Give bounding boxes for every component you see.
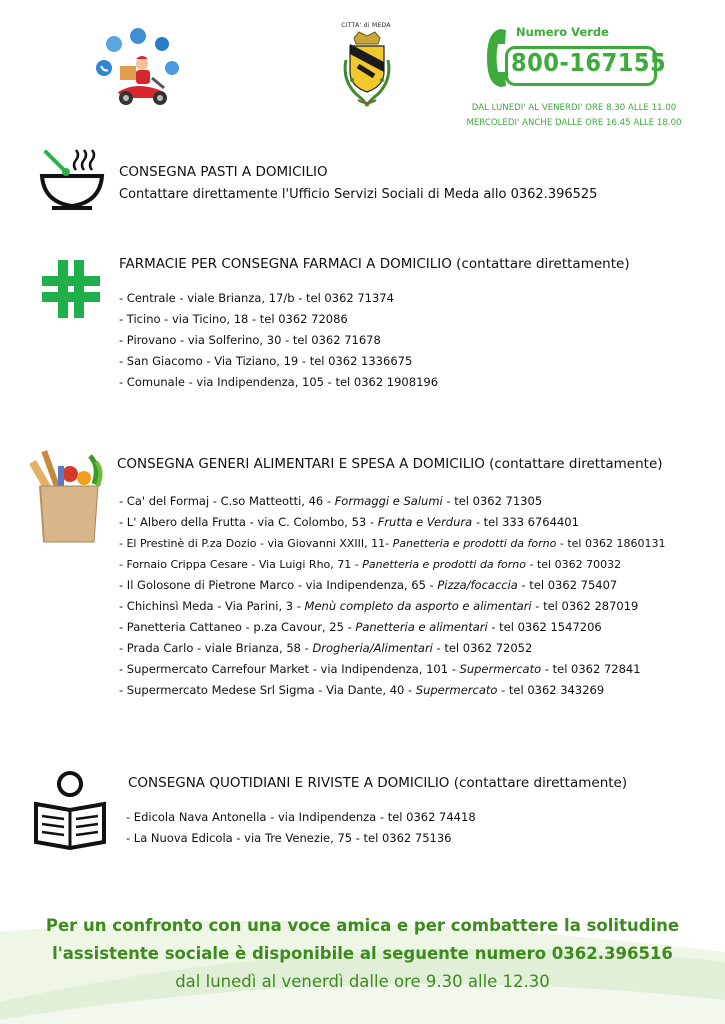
newspaper-reader-icon — [30, 770, 110, 850]
list-item: - Ticino - via Ticino, 18 - tel 0362 72086 — [119, 312, 348, 326]
pasti-subtitle: Contattare direttamente l'Ufficio Servizi Sociali di Meda allo 0362.396525 — [119, 187, 598, 202]
list-item: - Centrale - viale Brianza, 17/b - tel 0362 71374 — [119, 291, 394, 305]
alimentari-title: CONSEGNA GENERI ALIMENTARI E SPESA A DOMICILIO (contattare direttamente) — [117, 456, 663, 472]
footer-line: dal lunedì al venerdì dalle ore 9.30 alle 12.30 — [175, 972, 550, 991]
grocery-bag-icon — [30, 448, 108, 544]
service-bubble-icon — [130, 28, 146, 44]
quotidiani-title: CONSEGNA QUOTIDIANI E RIVISTE A DOMICILIO (contattare direttamente) — [128, 775, 628, 791]
list-item — [119, 491, 665, 512]
delivery-scooter-illustration — [92, 26, 188, 110]
shop-type: Drogheria/Alimentari — [312, 641, 433, 655]
meal-bowl-icon — [38, 146, 106, 212]
shop-type: Supermercato — [459, 662, 542, 676]
shop-info: - Supermercato Carrefour Market - via Indipendenza, 101 - — [119, 662, 460, 676]
shop-info: - Fornaio Crippa Cesare - Via Luigi Rho, 71 - — [119, 558, 363, 571]
list-item — [119, 554, 665, 575]
phone-bubble-icon — [96, 60, 112, 76]
hours-line: MERCOLEDI' ANCHE DALLE ORE 16.45 ALLE 18.00 — [466, 118, 682, 128]
shop-type: Supermercato — [415, 683, 498, 697]
shop-info: - Supermercato Medese Srl Sigma - Via Dante, 40 - — [119, 683, 416, 697]
numero-verde-label: Numero Verde — [513, 25, 612, 39]
shop-type: Panetteria e prodotti da forno — [362, 558, 526, 571]
quotidiani-list — [126, 807, 476, 849]
list-item: - San Giacomo - Via Tiziano, 19 - tel 0362 1336675 — [119, 354, 413, 368]
numero-verde-hours — [444, 101, 704, 131]
shop-phone: - tel 0362 71305 — [442, 494, 543, 508]
service-bubble-icon — [106, 36, 122, 52]
shop-phone: - tel 0362 70032 — [526, 558, 622, 571]
farmacie-list — [119, 288, 438, 393]
list-item: - Edicola Nava Antonella - via Indipendenza - tel 0362 74418 — [126, 810, 476, 824]
city-crest-icon — [340, 30, 394, 112]
list-item — [119, 512, 665, 533]
service-bubble-icon — [165, 61, 179, 75]
shop-type: Pizza/focaccia — [437, 578, 518, 592]
list-item — [119, 659, 665, 680]
city-name: CITTA' di MEDA — [341, 22, 391, 29]
shop-info: - Ca' del Formaj - C.so Matteotti, 46 - — [119, 494, 335, 508]
list-item: - Comunale - via Indipendenza, 105 - tel 0362 1908196 — [119, 375, 439, 389]
pasti-title: CONSEGNA PASTI A DOMICILIO — [119, 164, 328, 180]
shop-type: Panetteria e alimentari — [355, 620, 488, 634]
shop-phone: - tel 0362 72841 — [541, 662, 641, 676]
shop-info: - Il Golosone di Pietrone Marco - via Indipendenza, 65 - — [119, 578, 438, 592]
shop-info: - Panetteria Cattaneo - p.za Cavour, 25 - — [119, 620, 356, 634]
list-item — [119, 617, 665, 638]
service-bubble-icon — [155, 37, 169, 51]
footer-line: Per un confronto con una voce amica e per combattere la solitudine — [45, 916, 680, 935]
list-item — [119, 533, 665, 554]
list-item — [119, 638, 665, 659]
list-item: - La Nuova Edicola - via Tre Venezie, 75 - tel 0362 75136 — [126, 831, 452, 845]
shop-phone: - tel 0362 287019 — [531, 599, 639, 613]
shop-info: - El Prestinè di P.za Dozio - via Giovanni XXIII, 11- — [119, 537, 393, 550]
shop-phone: - tel 0362 1860131 — [556, 537, 666, 550]
shop-phone: - tel 0362 1547206 — [487, 620, 602, 634]
list-item — [119, 680, 665, 701]
alimentari-list — [119, 491, 665, 701]
shop-type: Formaggi e Salumi — [334, 494, 443, 508]
shop-phone: - tel 0362 75407 — [517, 578, 618, 592]
footer-message — [0, 912, 725, 996]
shop-info: - Chichinsì Meda - Via Parini, 3 - — [119, 599, 305, 613]
shop-info: - L' Albero della Frutta - via C. Colombo, 53 - — [119, 515, 378, 529]
shop-phone: - tel 0362 72052 — [432, 641, 533, 655]
shop-type: Panetteria e prodotti da forno — [392, 537, 557, 550]
shop-phone: - tel 0362 343269 — [497, 683, 605, 697]
shop-type: Menù completo da asporto e alimentari — [304, 599, 532, 613]
farmacie-title: FARMACIE PER CONSEGNA FARMACI A DOMICILIO (contattare direttamente) — [119, 256, 630, 272]
numero-verde-number: 800-167155 — [511, 48, 667, 77]
list-item: - Pirovano - via Solferino, 30 - tel 0362 71678 — [119, 333, 381, 347]
shop-phone: - tel 333 6764401 — [472, 515, 579, 529]
hours-line: DAL LUNEDI' AL VENERDI' ORE 8.30 ALLE 11.00 — [471, 103, 677, 113]
pharmacy-cross-icon — [40, 258, 102, 320]
list-item — [119, 575, 665, 596]
footer-line: l'assistente sociale è disponibile al seguente numero 0362.396516 — [52, 944, 673, 963]
shop-info: - Prada Carlo - viale Brianza, 58 - — [119, 641, 313, 655]
shop-type: Frutta e Verdura — [377, 515, 473, 529]
list-item — [119, 596, 665, 617]
